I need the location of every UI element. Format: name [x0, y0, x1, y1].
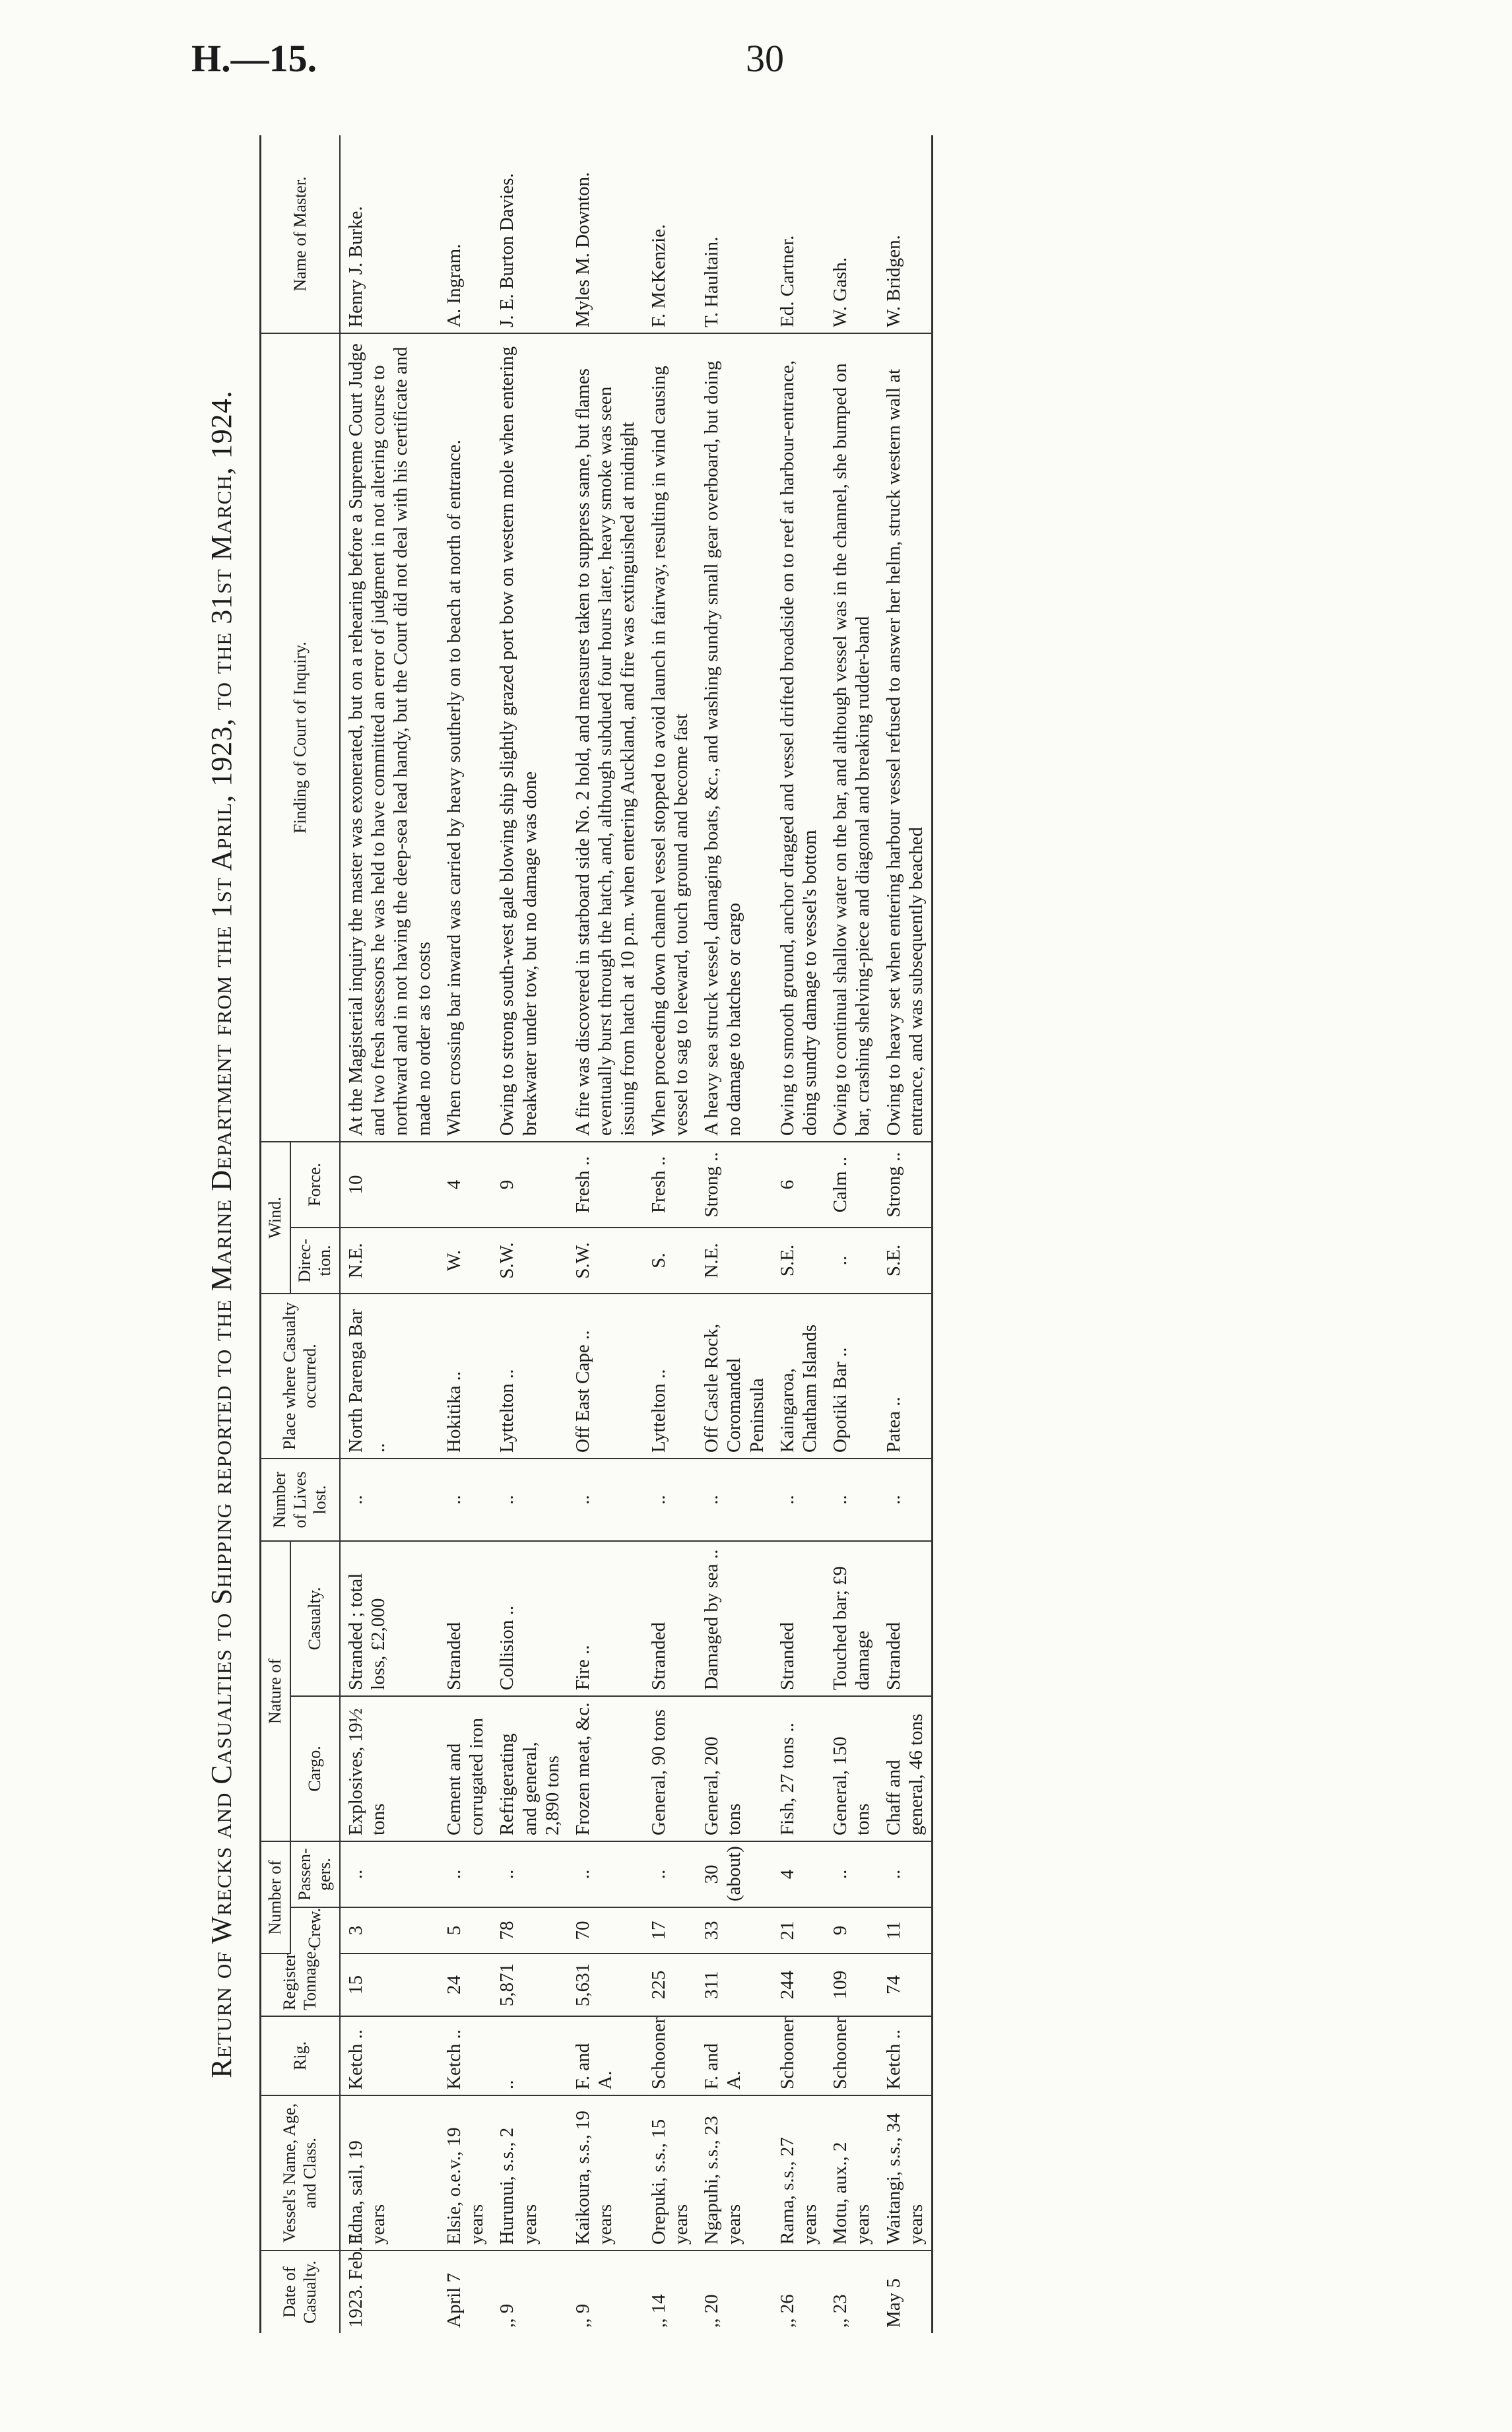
cell-date: ,, 9 — [572, 2303, 593, 2328]
col-cargo: Cargo. — [290, 1696, 340, 1841]
cell-finding: When crossing bar inward was carried by heavy southerly on to beach at north of entrance. — [439, 333, 492, 1142]
cell-finding: Owing to continual shallow water on the bar, and although vessel was in the channel, she bumped on bar, crashing shelving-piece and diagonal and breaking rudder-band — [825, 333, 878, 1142]
cell-lives: .. — [568, 1459, 643, 1541]
cell-cargo: General, 200 tons — [696, 1696, 772, 1841]
cell-direction: S.E. — [772, 1228, 825, 1294]
title-text: to — [205, 1604, 238, 1649]
cell-vessel: Rama, s.s., 27 years — [772, 2095, 825, 2251]
cell-vessel: Hurunui, s.s., 2 years — [492, 2095, 568, 2251]
cell-tonnage: 15 — [340, 1954, 439, 2016]
title-text: reported to the — [205, 1291, 238, 1503]
cell-tonnage: 74 — [878, 1954, 933, 2016]
cell-lives: .. — [825, 1459, 878, 1541]
cell-place: Off East Cape .. — [568, 1294, 643, 1459]
cell-tonnage: 109 — [825, 1954, 878, 2016]
cell-rig: Schooner — [643, 2016, 696, 2095]
cell-direction: S.E. — [878, 1228, 933, 1294]
cell-date: ,, 14 — [647, 2294, 669, 2328]
cell-date: 1923. Feb. 1 — [345, 2232, 367, 2328]
cell-master: W. Bridgen. — [878, 135, 933, 333]
title-text: of — [205, 1944, 238, 1987]
cell-master: W. Gash. — [825, 135, 878, 333]
cell-vessel: Motu, aux., 2 years — [825, 2095, 878, 2251]
cell-master: F. McKenzie. — [643, 135, 696, 333]
cell-force: Fresh .. — [568, 1142, 643, 1228]
cell-cargo: Explosives, 19½ tons — [340, 1696, 439, 1841]
cell-tonnage: 225 — [643, 1954, 696, 2016]
cell-cargo: Chaff and general, 46 tons — [878, 1696, 933, 1841]
cell-date: ,, 26 — [776, 2294, 798, 2328]
cell-date: ,, 9 — [496, 2303, 518, 2328]
cell-force: 10 — [340, 1142, 439, 1228]
cell-vessel: Orepuki, s.s., 15 years — [643, 2095, 696, 2251]
cell-crew: 3 — [340, 1907, 439, 1954]
cell-direction: S. — [643, 1228, 696, 1294]
col-finding: Finding of Court of Inquiry. — [261, 333, 341, 1142]
cell-vessel: Ngapuhi, s.s., 23 years — [696, 2095, 772, 2251]
col-place: Place where Casualty occurred. — [261, 1294, 341, 1459]
cell-passengers: .. — [340, 1841, 439, 1907]
col-master: Name of Master. — [261, 135, 341, 333]
title-word: Return — [205, 1987, 238, 2078]
table-row — [696, 135, 772, 2333]
cell-rig: F. and A. — [696, 2016, 772, 2095]
table-title — [190, 135, 253, 2333]
page-header — [191, 36, 1321, 89]
cell-finding: When proceeding down channel vessel stopped to avoid launch in fairway, resulting in wind causing vessel to sag to leeward, touch ground and become fast — [643, 333, 696, 1142]
cell-crew: 5 — [439, 1907, 492, 1954]
cell-crew: 21 — [772, 1907, 825, 1954]
cell-master: Ed. Cartner. — [772, 135, 825, 333]
cell-lives: .. — [492, 1459, 568, 1541]
cell-crew: 70 — [568, 1907, 643, 1954]
casualties-table — [259, 135, 933, 2333]
col-passengers: Passen-gers. — [290, 1841, 340, 1907]
title-word: Casualties — [205, 1649, 238, 1785]
col-direction: Direc-tion. — [290, 1228, 340, 1294]
cell-finding: Owing to heavy set when entering harbour vessel refused to answer her helm, struck western wall at entrance, and was subsequently beached — [878, 333, 933, 1142]
cell-place: Lyttelton .. — [492, 1294, 568, 1459]
cell-casualty: Touched bar; £9 damage — [825, 1541, 878, 1696]
cell-passengers: .. — [643, 1841, 696, 1907]
cell-rig: Ketch .. — [340, 2016, 439, 2095]
cell-place: Patea .. — [878, 1294, 933, 1459]
cell-crew: 33 — [696, 1907, 772, 1954]
title-text: from the 1st — [205, 871, 238, 1044]
table-row — [878, 135, 933, 2333]
title-word: Wrecks — [205, 1846, 238, 1944]
table-row — [340, 135, 439, 2333]
title-text: , 1924. — [205, 390, 238, 475]
cell-finding: Owing to smooth ground, anchor dragged and vessel drifted broadside on to reef at harbour-entrance, doing sundry damage to vessel's bottom — [772, 333, 825, 1142]
cell-place: North Parenga Bar .. — [340, 1294, 439, 1459]
cell-vessel: Edna, sail, 19 years — [340, 2095, 439, 2251]
col-vessel: Vessel's Name, Age, and Class. — [261, 2095, 341, 2251]
cell-force: Calm .. — [825, 1142, 878, 1228]
table-row — [492, 135, 568, 2333]
col-casualty: Casualty. — [290, 1541, 340, 1696]
cell-passengers: 30 (about) — [696, 1841, 772, 1907]
cell-force: Fresh .. — [643, 1142, 696, 1228]
cell-direction: .. — [825, 1228, 878, 1294]
cell-tonnage: 5,631 — [568, 1954, 643, 2016]
cell-master: T. Haultain. — [696, 135, 772, 333]
cell-date: ,, 20 — [701, 2294, 723, 2328]
title-word: Shipping — [205, 1502, 238, 1605]
cell-force: 6 — [772, 1142, 825, 1228]
cell-casualty: Stranded — [878, 1541, 933, 1696]
cell-passengers: .. — [439, 1841, 492, 1907]
table-body — [340, 135, 933, 2333]
cell-force: 9 — [492, 1142, 568, 1228]
cell-force: Strong .. — [696, 1142, 772, 1228]
cell-rig: Schooner — [772, 2016, 825, 2095]
cell-master: J. E. Burton Davies. — [492, 135, 568, 333]
cell-direction: S.W. — [568, 1228, 643, 1294]
cell-tonnage: 244 — [772, 1954, 825, 2016]
cell-tonnage: 5,871 — [492, 1954, 568, 2016]
cell-casualty: Stranded ; total loss, £2,000 — [340, 1541, 439, 1696]
cell-passengers: .. — [492, 1841, 568, 1907]
cell-cargo: General, 150 tons — [825, 1696, 878, 1841]
cell-rig: .. — [492, 2016, 568, 2095]
cell-rig: Schooner — [825, 2016, 878, 2095]
cell-direction: N.E. — [696, 1228, 772, 1294]
cell-crew: 78 — [492, 1907, 568, 1954]
cell-casualty: Fire .. — [568, 1541, 643, 1696]
cell-master: Henry J. Burke. — [340, 135, 439, 333]
cell-date: April 7 — [443, 2273, 465, 2328]
col-date: Date of Casualty. — [261, 2251, 341, 2333]
table-header — [261, 135, 341, 2333]
cell-master: A. Ingram. — [439, 135, 492, 333]
cell-place: Off Castle Rock, Coromandel Peninsula — [696, 1294, 772, 1459]
col-force: Force. — [290, 1142, 340, 1228]
cell-direction: S.W. — [492, 1228, 568, 1294]
page-number: 30 — [746, 37, 784, 80]
cell-finding: A fire was discovered in starboard side No. 2 hold, and measures taken to suppress same, but flames eventually burst through the hatch, and, although subdued four hours later, heavy smoke was seen issuing from hatch at 10 p.m. when entering Auckland, and fire was extinguished at midnight — [568, 333, 643, 1142]
cell-passengers: .. — [825, 1841, 878, 1907]
title-text: and — [205, 1784, 238, 1847]
cell-lives: .. — [643, 1459, 696, 1541]
cell-tonnage: 24 — [439, 1954, 492, 2016]
cell-cargo: Fish, 27 tons .. — [772, 1696, 825, 1841]
cell-place: Kaingaroa, Chatham Islands — [772, 1294, 825, 1459]
col-lives: Number of Lives lost. — [261, 1459, 341, 1541]
table-row — [643, 135, 696, 2333]
table-row — [772, 135, 825, 2333]
cell-lives: .. — [878, 1459, 933, 1541]
title-word: Marine Department — [205, 1043, 238, 1292]
cell-date: ,, 23 — [830, 2294, 851, 2328]
cell-lives: .. — [696, 1459, 772, 1541]
cell-cargo: Frozen meat, &c. — [568, 1696, 643, 1841]
col-group-number-of: Number of — [261, 1841, 290, 1954]
cell-casualty: Stranded — [439, 1541, 492, 1696]
title-text: , 1923, to the 31st — [205, 560, 238, 803]
col-group-nature-of: Nature of — [261, 1541, 290, 1841]
cell-force: 4 — [439, 1142, 492, 1228]
cell-date: May 5 — [882, 2278, 904, 2328]
cell-vessel: Kaikoura, s.s., 19 years — [568, 2095, 643, 2251]
table-row — [568, 135, 643, 2333]
cell-lives: .. — [772, 1459, 825, 1541]
cell-cargo: Refrigerating and general, 2,890 tons — [492, 1696, 568, 1841]
cell-lives: .. — [439, 1459, 492, 1541]
cell-passengers: 4 — [772, 1841, 825, 1907]
cell-crew: 9 — [825, 1907, 878, 1954]
cell-place: Opotiki Bar .. — [825, 1294, 878, 1459]
cell-rig: F. and A. — [568, 2016, 643, 2095]
cell-finding: At the Magisterial inquiry the master was exonerated, but on a rehearing before a Supreme Court Judge and two fresh assessors he was held to have committed an error of judgment in not altering course to northward and in not having the deep-sea lead handy, but the Court did not deal with his certificate and made no order as to costs — [340, 333, 439, 1142]
cell-rig: Ketch .. — [439, 2016, 492, 2095]
table-row — [825, 135, 878, 2333]
cell-master: Myles M. Downton. — [568, 135, 643, 333]
cell-force: Strong .. — [878, 1142, 933, 1228]
cell-crew: 11 — [878, 1907, 933, 1954]
cell-vessel: Elsie, o.e.v., 19 years — [439, 2095, 492, 2251]
title-word: April — [205, 802, 238, 871]
cell-cargo: General, 90 tons — [643, 1696, 696, 1841]
cell-rig: Ketch .. — [878, 2016, 933, 2095]
cell-direction: W. — [439, 1228, 492, 1294]
cell-finding: Owing to strong south-west gale blowing ship slightly grazed port bow on western mole when entering breakwater under tow, but no damage was done — [492, 333, 568, 1142]
cell-vessel: Waitangi, s.s., 34 years — [878, 2095, 933, 2251]
col-tonnage: Register Tonnage. — [261, 1954, 341, 2016]
rotated-table-block — [190, 135, 1322, 2333]
cell-casualty: Stranded — [643, 1541, 696, 1696]
cell-place: Hokitika .. — [439, 1294, 492, 1459]
col-crew: Crew. — [290, 1907, 340, 1954]
cell-direction: N.E. — [340, 1228, 439, 1294]
cell-finding: A heavy sea struck vessel, damaging boats, &c., and washing sundry small gear overboard, but doing no damage to hatches or cargo — [696, 333, 772, 1142]
title-word: March — [205, 475, 238, 561]
cell-place: Lyttelton .. — [643, 1294, 696, 1459]
cell-casualty: Stranded — [772, 1541, 825, 1696]
table-row — [439, 135, 492, 2333]
cell-passengers: .. — [568, 1841, 643, 1907]
cell-cargo: Cement and corrugated iron — [439, 1696, 492, 1841]
cell-tonnage: 311 — [696, 1954, 772, 2016]
cell-lives: .. — [340, 1459, 439, 1541]
cell-passengers: .. — [878, 1841, 933, 1907]
cell-casualty: Damaged by sea .. — [696, 1541, 772, 1696]
col-rig: Rig. — [261, 2016, 341, 2095]
cell-crew: 17 — [643, 1907, 696, 1954]
col-group-wind: Wind. — [261, 1142, 290, 1294]
report-code: H.—15. — [191, 37, 317, 80]
cell-casualty: Collision .. — [492, 1541, 568, 1696]
